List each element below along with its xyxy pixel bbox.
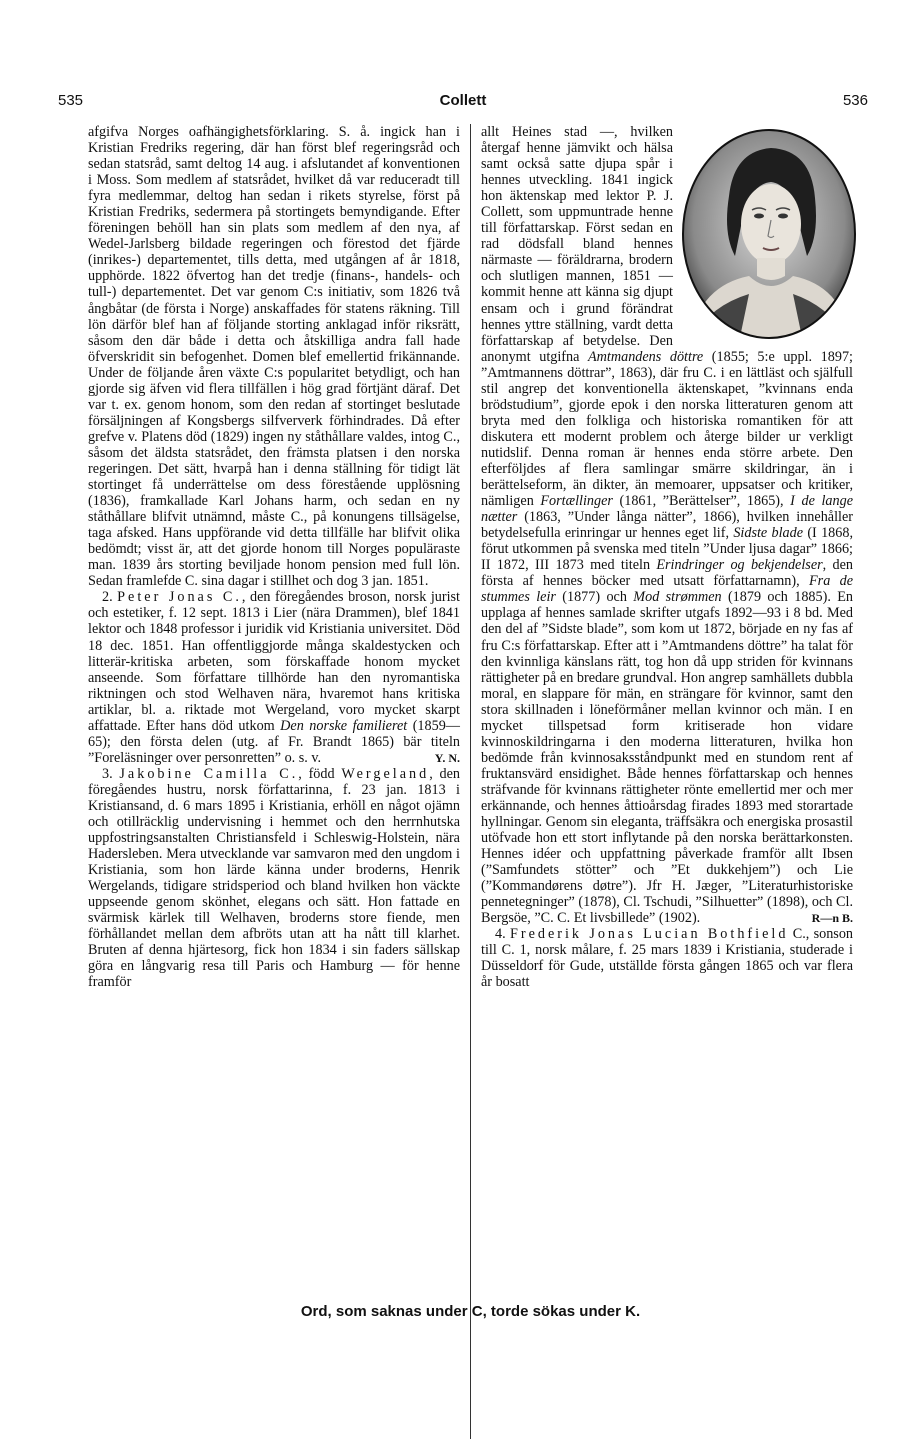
author-signature: R—n B. (811, 911, 853, 926)
page-number-right: 536 (842, 92, 868, 109)
entry-text: (I 1868, förut utkommen på svenska med titeln ”Under ljusa dagar” 1866; II 1872, III 1873 med titeln (481, 525, 853, 574)
work-title: Fra de stummes leir (481, 573, 853, 606)
entry-text: (1877) och (555, 589, 634, 606)
entry-text: (1859—65); den första delen (utg. af Fr. Brandt 1865) bär titeln ”Foreläsninger over personretten” o. s. v. (88, 717, 460, 766)
entry-text: (1863, ”Under långa nätter”, 1866), hvilken innehåller betydelsefulla erinringar ur hennes eget lif, (481, 509, 853, 542)
entry-text: , född (298, 765, 342, 782)
entry-text: , den föregåendes hustru, norsk författarinna, f. 23 jan. 1813 i Kristiansand, d. 6 mars 1895 i Kristiania, erhöll en något ojämn och otillräcklig undervisning i hemmet och den herrnhutska uppfostringsanstalten Christiansfeld i Schleswig-Holstein, nära Hadersleben. Mera utvecklande var samvaron med den ungdom i Kristiania, som hon lärde känna under broderns, Henrik Wergelands, tidigare stridsperiod och bland hvilken hon väckte uppseende genom skönhet, elegans och sätt. Hon fattade en svärmisk kärlek till Welhaven, broderns store fiende, men förhållandet mellan dem afbröts utan att ha nått till klarhet. Bruten af denna hjärtesorg, fick hon 1834 i sin faders sällskap göra en långvarig resa till Paris och Hamburg — för henne framför (88, 765, 460, 991)
entry-name: Peter Jonas C. (117, 589, 242, 606)
work-title: Sidste blade (733, 525, 804, 542)
right-column (481, 124, 853, 991)
entry-text: , den första af hennes böcker med utsatt författarnamn), (481, 557, 853, 590)
entry-text: , den föregåendes broson, norsk jurist och estetiker, f. 12 sept. 1813 i Lier (nära Drammen), blef 1841 lektor och 1848 professor i juridik vid Kristiania universitet. Död 18 dec. 1851. Han offentliggjorde många skaldestycken och litterär-kritiska arbeten, som förskaffade honom mycket anseende. Som författare tillhörde han den nyromantiska riktningen och stod Welhaven nära, hvaremot hans kritiska artiklar, bl. a. riktade mot Wergeland, voro mycket skarpt affattade. Efter hans död utkom (88, 589, 460, 734)
entry-number: 2. (102, 589, 113, 606)
work-title: Erindringer og bekjendelser (656, 557, 823, 574)
birth-name: Wergeland (341, 765, 430, 782)
entry-number: 4. (495, 926, 506, 943)
running-title: Collett (439, 92, 487, 109)
page-header (58, 92, 868, 116)
entry-number: 3. (102, 765, 113, 782)
entry-peter-jonas (88, 589, 460, 766)
author-signature: Y. N. (434, 750, 460, 765)
work-title: I de lange nætter (481, 493, 853, 526)
entry-text: (1879 och 1885). En upplaga af hennes samlade skrifter utgafs 1892—93 i 8 bd. Med den del af ”Sidste blade”, som kom ut 1872, började en ny fas af fru C:s författarskap. Efter att i ”Amtmandens döttre” ha talat för den kvinnliga känslans rätt, tog hon då upp striden för kvinnans rättigheter på en bredare grundval. Hon angrep samhällets dubbla moral, en slappare för män, en strängare för kvinnor, samt den stora skillnaden i löneförmåner mellan kvinnor och män. I en mycket tillspetsad form kritiserade hon vidare kvinnoskildringarna i den moderna litteraturen, hvilka hon bedömde från kvinnosaksståndpunkt med en stundom rent af fruktansvärd ensidighet. Både hennes författarskap och hennes sträfvande för kvinnans rättigheter rönte emellertid mer och mer erkännande, och hennes åttioårsdag firades 1893 med storartade hyllningar. Genom sin eleganta, träffsäkra och energiska prosastil utöfvade hon ett stort inflytande på den norska berättarkonsten. Hennes idéer och uppfattning påverkade framför allt Ibsen (”Samfundets stötter” och ”Et dukkehjem”) och Lie (”Kommandørens døtre”). Jfr H. Jæger, ”Literaturhistoriske pennetegninger” (1878), Cl. Tschudi, ”Silhuetter” (1898), och Cl. Bergsöe, ”C. C. Et livsbillede” (1902). (481, 589, 853, 927)
portrait-image (679, 126, 859, 342)
entry-text: (1855; 5:e uppl. 1897; ”Amtmannens döttrar”, 1863), där fru C. i en lättläst och själfull stil angrep det konventionella äktenskapet, ”kvinnans enda brödstudium”, gjorde epok i den norska litteraturen genom att bryta med den folkliga och historiska romantiken för att diskutera ett modernt problem och återge bilder ur verkligt nutidslif. Denna roman är hennes enda större arbete. Den efterföljdes af flera samlingar smärre skildringar, än i berättelseform, än dikter, än memoarer, uppsatser och kritiker, nämligen (481, 348, 853, 510)
entry-jakobine-camilla (88, 766, 460, 991)
entry-text: allt Heines stad —, hvilken återgaf henne jämvikt och hälsa samt också satte djupa spår i hennes utveckling. 1841 ingick hon äktenskap med lektor P. J. Collett, som uppmuntrade henne till författarskap. Först sedan en rad dödsfall bland hennes närmaste — föräldrarna, brodern och slutligen mannen, 1851 — kommit henne att känna sig djupt ensam och i grund förändrat hennes yttre ställning, vardt detta författarskap af betydelse. Den anonymt utgifna (481, 124, 673, 365)
footer-note: Ord, som saknas under C, torde sökas under K. (300, 1303, 641, 1320)
work-title: Mod strømmen (633, 589, 722, 606)
column-divider (470, 124, 471, 1439)
work-title: Den norske familieret (280, 717, 408, 734)
entry-text: C., sonson till C. 1, norsk målare, f. 25 mars 1839 i Kristiania, studerade i Düsseldorf för Gude, utställde första gången 1865 och var flera år bosatt (481, 926, 854, 991)
left-column (88, 124, 460, 991)
work-title: Amtmandens döttre (588, 348, 704, 365)
entry-name: Frederik Jonas Lucian Bothfield (509, 926, 789, 943)
entry-name: Jakobine Camilla C. (119, 765, 299, 782)
work-title: Fortællinger (540, 493, 613, 510)
paragraph-collett-1-end: afgifva Norges oafhängighetsförklaring. S. å. ingick han i Kristian Fredriks regering, där han först blef regeringsråd och sedan statsråd, samt deltog 14 aug. i afslutandet af konventionen i Moss. Som medlem af statsrådet, hvilket då var reduceradt till fyra medlemmar, deltog han sedan i rikets styrelse, först på Kristian Fredriks, sedermera på stortingets bemyndigande. Efter föreningen behöll han sin plats som medlem af den nya, af Wedel-Jarlsberg bildade regeringen och förestod det fjärde (inrikes-) departementet, tills detta, med utgången af år 1818, upphörde. 1822 öfvertog han det tredje (finans-, handels- och tull-) departementet. Det var genom C:s initiativ, som 1826 två ångbåtar (de första i Norge) anskaffades för statens räkning. Till lön därför blef han af följande storting anklagad inför riksrätt, såsom den där både i detta och åtskilliga andra fall hade öfverskridit sin befogenhet. Domen blef emellertid frikännande. Under de följande åren växte C:s popularitet betydligt, och han gjorde sig äfven vid flera tillfällen i hög grad förtjänt däraf. Det var t. ex. genom honom, som den redan af stortinget beslutade försäljningen af Kongsbergs silfververk förhindrades. Då efter grefve v. Platens död (1829) ingen ny ståthållare valdes, intog C., såsom det äldsta statsrådet, den främsta platsen i den norska regeringen. Det sätt, hvarpå han i denna ställning för tidigt lät stortinget få underrättelse om dess förestående upplösning (1836), framkallade Karl Johans harm, och sedan en ny ståthållare blifvit utnämnd, måste C., på konungens tillsägelse, taga afsked. Hans uppförande vid detta tillfälle har blifvit olika bedömdt; visst är, att det gjorde honom till Norges populäraste man. 1839 års storting beviljade honom pension med full lön. Sedan framlefde C. sina dagar i stillhet och dog 3 jan. 1851. (88, 124, 460, 590)
entry-frederik-jonas (481, 926, 853, 990)
page-number-left: 535 (58, 92, 84, 109)
entry-text: (1861, ”Berättelser”, 1865), (612, 493, 791, 510)
